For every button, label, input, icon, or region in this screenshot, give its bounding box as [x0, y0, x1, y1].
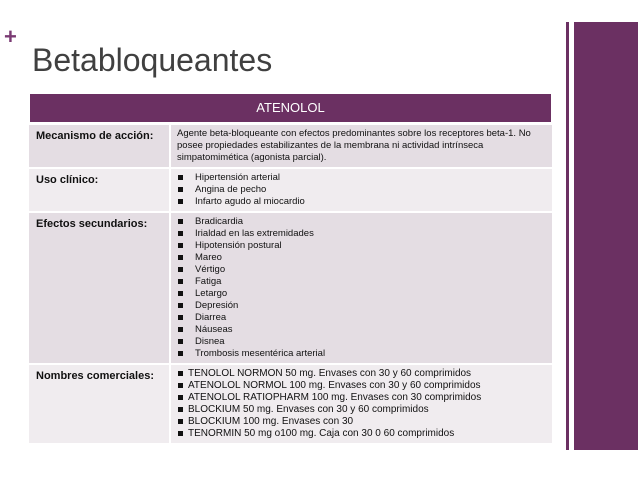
list-item: ATENOLOL RATIOPHARM 100 mg. Envases con 30 comprimidos — [177, 392, 546, 404]
list-item: Letargo — [177, 288, 546, 300]
table-header: ATENOLOL — [29, 93, 552, 123]
list-item: Infarto agudo al miocardio — [177, 196, 546, 208]
drug-table — [29, 93, 552, 443]
row-label: Nombres comerciales: — [36, 370, 154, 382]
list-item: Mareo — [177, 252, 546, 264]
list-item: TENORMIN 50 mg o100 mg. Caja con 30 0 60 comprimidos — [177, 428, 546, 440]
list-item: Bradicardia — [177, 216, 546, 228]
plus-icon: + — [4, 24, 17, 49]
list-item: Irialdad en las extremidades — [177, 228, 546, 240]
slide-title: Betabloqueantes — [32, 42, 273, 78]
decorative-bar-thin — [566, 22, 569, 450]
list-item: Depresión — [177, 300, 546, 312]
row-label: Uso clínico: — [36, 174, 99, 186]
row-value — [169, 365, 552, 443]
list-item: Disnea — [177, 336, 546, 348]
table-row-efectos — [29, 211, 552, 363]
list-item: BLOCKIUM 50 mg. Envases con 30 y 60 comprimidos — [177, 404, 546, 416]
list-item: Trombosis mesentérica arterial — [177, 348, 546, 360]
list-item: Angina de pecho — [177, 184, 546, 196]
decorative-bar-thick — [574, 22, 638, 450]
list-item: ATENOLOL NORMOL 100 mg. Envases con 30 y 60 comprimidos — [177, 380, 546, 392]
row-value — [169, 169, 552, 211]
list-item: Náuseas — [177, 324, 546, 336]
table-row-mecanismo — [29, 123, 552, 167]
table-row-nombres — [29, 363, 552, 443]
row-value — [169, 213, 552, 363]
list-item: Fatiga — [177, 276, 546, 288]
list-item: Vértigo — [177, 264, 546, 276]
list-item: BLOCKIUM 100 mg. Envases con 30 — [177, 416, 546, 428]
list-item: Hipertensión arterial — [177, 172, 546, 184]
row-label: Mecanismo de acción: — [36, 130, 154, 142]
list-item: TENOLOL NORMON 50 mg. Envases con 30 y 60 comprimidos — [177, 368, 546, 380]
table-row-uso — [29, 167, 552, 211]
list-item: Hipotensión postural — [177, 240, 546, 252]
row-value — [169, 125, 552, 167]
row-label: Efectos secundarios: — [36, 218, 148, 230]
mechanism-text: Agente beta-bloqueante con efectos predominantes sobre los receptores beta-1. No posee propiedades estabilizantes de la membrana ni actividad intrínseca simpatomimética (agonista parcial). — [177, 128, 531, 163]
list-item: Diarrea — [177, 312, 546, 324]
